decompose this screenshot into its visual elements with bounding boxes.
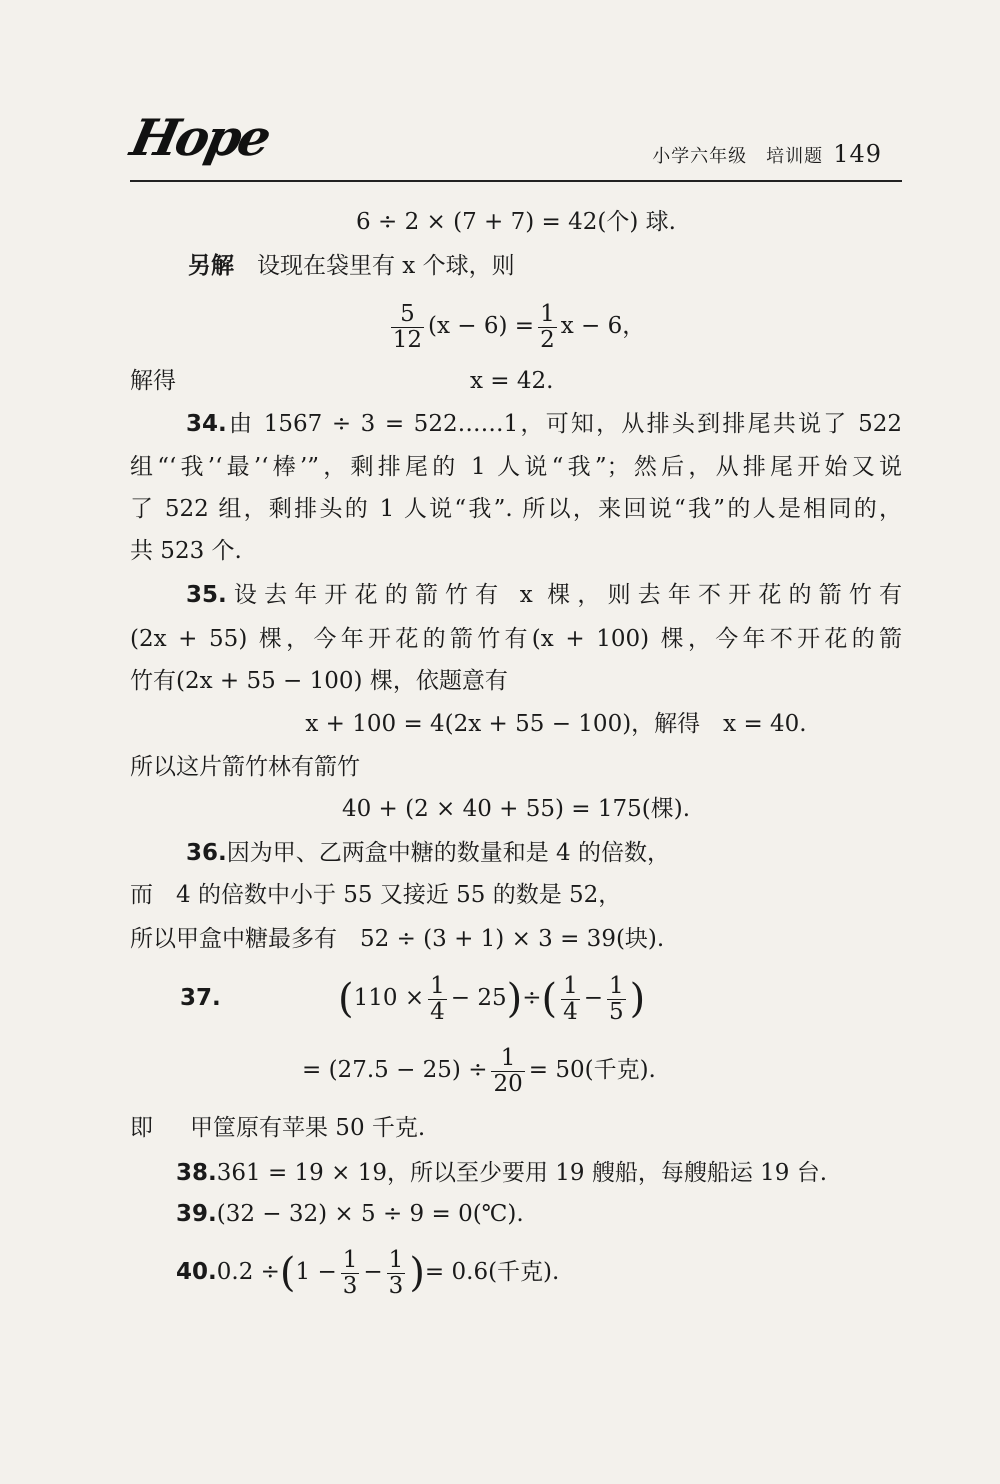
answer-text: (32 − 32) × 5 ÷ 9 = 0(℃).	[216, 1201, 524, 1227]
answer-text: 由 1567 ÷ 3 = 522……1，可知，从排头到排尾共说了 522	[226, 411, 902, 437]
answer-text: 设去年开花的箭竹有 x 棵，则去年不开花的箭竹有	[226, 582, 902, 608]
header-rule	[130, 180, 902, 182]
equation: 0.2 ÷(1 − $\frac{1}{3}$ − $\frac{1}{3}$ )= 0.6(千克).	[216, 1247, 560, 1299]
answer-text: 竹有(2x + 55 − 100) 棵，依题意有	[130, 668, 508, 694]
answer-text: 组“‘我’‘最’‘棒’”，剩排尾的 1 人说“我”；然后，从排尾开始又说	[130, 454, 902, 480]
question-34-line	[130, 407, 902, 441]
page-number: 149	[833, 140, 882, 168]
answer-text: 共 523 个.	[130, 538, 242, 564]
equation: (110 × $\frac{1}{4}$ − 25)÷( $\frac{1}{4}$ − $\frac{1}{5}$ )	[338, 973, 646, 1025]
answer-text: 甲筐原有苹果 50 千克.	[190, 1115, 426, 1141]
question-number: 37.	[180, 985, 221, 1011]
equation: x + 100 = 4(2x + 55 − 100)，解得 x = 40.	[305, 711, 807, 737]
answer-text: (2x + 55) 棵，今年开花的箭竹有(x + 100) 棵，今年不开花的箭	[130, 626, 902, 652]
answer-text: 361 = 19 × 19，所以至少要用 19 艘船，每艘船运 19 台.	[216, 1160, 828, 1186]
answer-text: 了 522 组，剩排头的 1 人说“我”. 所以，来回说“我”的人是相同的，	[130, 496, 902, 522]
solve-line	[130, 364, 902, 398]
question-38-line	[130, 1156, 902, 1190]
question-35-line	[130, 578, 902, 612]
answer-label: 即	[130, 1115, 153, 1141]
question-36-line	[130, 836, 902, 870]
answer-text: 而 4 的倍数中小于 55 又接近 55 的数是 52，	[130, 882, 622, 908]
alt-solution-text: 设现在袋里有 x 个球，则	[257, 253, 515, 279]
equation-part: (x − 6) =	[428, 313, 535, 339]
solution-line: 6 ÷ 2 × (7 + 7) = 42(个) 球.	[356, 209, 676, 235]
answer-line	[130, 1111, 902, 1145]
question-number: 35.	[186, 582, 227, 608]
book-title: 小学六年级 培训题	[652, 146, 824, 167]
question-number: 36.	[186, 840, 227, 866]
question-number: 34.	[186, 411, 227, 437]
fraction: $\frac{1}{2}$	[540, 301, 555, 353]
answer-text: 所以这片箭竹林有箭竹	[130, 754, 360, 780]
question-number: 40.	[176, 1259, 217, 1285]
running-header	[652, 140, 882, 168]
question-39-line	[130, 1197, 902, 1231]
alt-solution	[130, 249, 902, 283]
book-page: Hope 小学六年级 培训题 149 6 ÷ 2 × (7 + 7) = 42(个) 球. 另解 设现在袋里有 x 个球，则 $\frac{5}{12}$ (x − 6) = $\frac{1}{2}$ x − 6， 解得 x = 42. 34.由 1567 ÷ 3 = 522……1，可知，从排头到排尾共说了 522 组“‘我’‘最’‘棒’”，剩排尾的 1 人说“我”；然后，从排尾开始又说 了 522 组，剩排头的 1 人说“我”. 所以，来回说“我”的人是相同的， 共 523 个. 35.设去年开花的箭竹有 x 棵，则去年不开花的箭竹有 (2x + 55) 棵，今年开花的箭竹有(x + 100) 棵，今年不开花的箭 竹有(2x + 55 − 100) 棵，依题意有 x + 100 = 4(2x + 55 − 100)，解得 x = 40. 所以这片箭竹林有箭竹 40 + (2 × 40 + 55) = 175(棵). 36.因为甲、乙两盒中糖的数量和是 4 的倍数， 而 4 的倍数中小于 55 又接近 55 的数是 52， 所以甲盒中糖最多有 52 ÷ (3 + 1) × 3 = 39(块). 37. (110 × $\frac{1}{4}$ − 25)÷( $\frac{1}{4}$ − $\frac{1}{5}$ ) = (27.5 − 25) ÷ $\frac{1}{20}$ = 50(千克). 即 甲筐原有苹果 50 千克. 38.361 = 19 × 19，所以至少要用 19 艘船，每艘船运 19 台. 39.(32 − 32) × 5 ÷ 9 = 0(℃). 40.0.2 ÷(1 − $\frac{1}{3}$ − $\frac{1}{3}$ )= 0.6(千克).	[0, 0, 1000, 1484]
answer-text: 因为甲、乙两盒中糖的数量和是 4 的倍数，	[226, 840, 671, 866]
solve-label: 解得	[130, 368, 176, 394]
question-37-line	[130, 968, 902, 1028]
equation: 40 + (2 × 40 + 55) = 175(棵).	[341, 796, 691, 822]
fraction: $\frac{5}{12}$	[392, 301, 423, 353]
solve-result: x = 42.	[470, 368, 554, 394]
question-number: 38.	[176, 1160, 217, 1186]
alt-solution-label: 另解	[188, 253, 234, 279]
equation-part: x − 6，	[560, 313, 646, 339]
equation	[130, 296, 902, 356]
question-number: 39.	[176, 1201, 217, 1227]
hope-logo: Hope	[125, 108, 274, 167]
answer-text: 所以甲盒中糖最多有 52 ÷ (3 + 1) × 3 = 39(块).	[130, 926, 665, 952]
question-40-line	[130, 1242, 902, 1303]
